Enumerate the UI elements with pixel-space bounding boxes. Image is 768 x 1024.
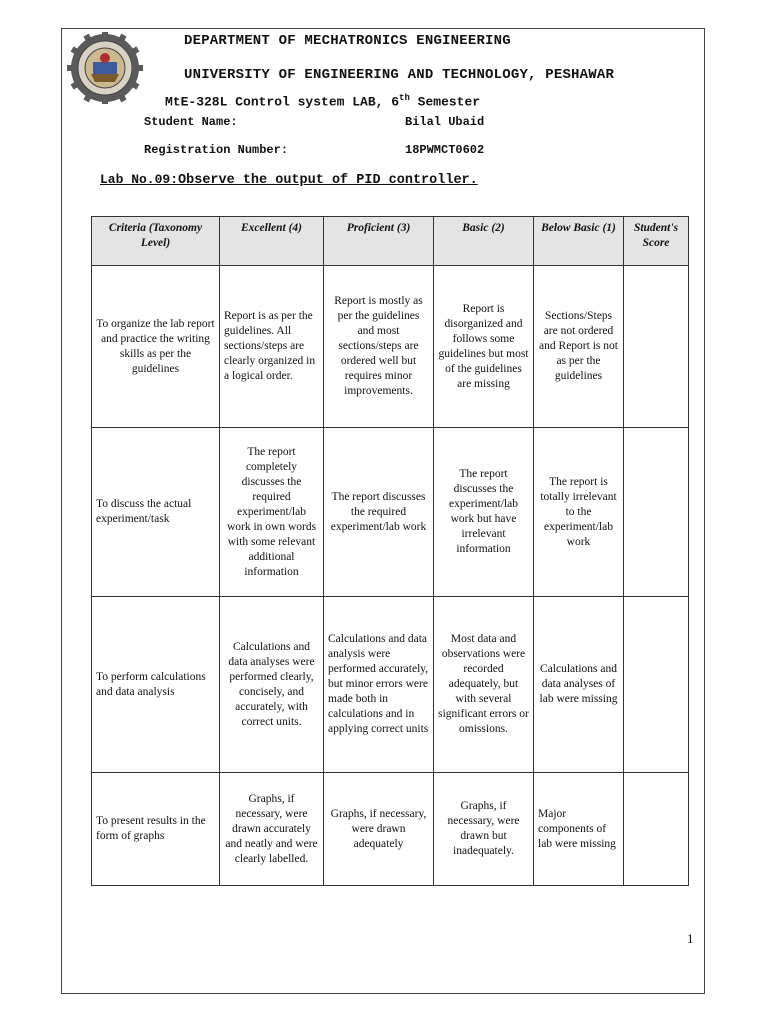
below-basic-cell: Major components of lab were missing	[534, 773, 624, 886]
header-excellent: Excellent (4)	[220, 217, 324, 266]
student-name-label: Student Name:	[144, 115, 238, 129]
rubric-row	[92, 597, 689, 773]
criteria-cell: To discuss the actual experiment/task	[92, 428, 220, 597]
basic-cell: Most data and observations were recorded adequately, but with several significant errors or omissions.	[434, 597, 534, 773]
department-title: DEPARTMENT OF MECHATRONICS ENGINEERING	[184, 33, 511, 49]
excellent-cell: Report is as per the guidelines. All sections/steps are clearly organized in a logical order.	[220, 266, 324, 428]
course-title: MtE-328L Control system LAB, 6th Semester	[165, 93, 481, 110]
criteria-cell: To present results in the form of graphs	[92, 773, 220, 886]
rubric-row	[92, 773, 689, 886]
excellent-cell: Graphs, if necessary, were drawn accurately and neatly and were clearly labelled.	[220, 773, 324, 886]
rubric-table	[91, 216, 689, 886]
proficient-cell: Graphs, if necessary, were drawn adequately	[324, 773, 434, 886]
criteria-cell: To perform calculations and data analysis	[92, 597, 220, 773]
page-number: 1	[687, 931, 694, 946]
excellent-cell: The report completely discusses the required experiment/lab work in own words with some relevant additional information	[220, 428, 324, 597]
below-basic-cell: The report is totally irrelevant to the experiment/lab work	[534, 428, 624, 597]
header-below-basic: Below Basic (1)	[534, 217, 624, 266]
registration-value: 18PWMCT0602	[405, 143, 485, 157]
student-score-cell[interactable]	[624, 597, 689, 773]
rubric-row	[92, 428, 689, 597]
basic-cell: Graphs, if necessary, were drawn but inadequately.	[434, 773, 534, 886]
lab-topic: Observe the output of PID controller.	[178, 173, 478, 188]
basic-cell: The report discusses the experiment/lab work but have irrelevant information	[434, 428, 534, 597]
proficient-cell: Report is mostly as per the guidelines and most sections/steps are ordered well but requires minor improvements.	[324, 266, 434, 428]
header-student-score: Student's Score	[624, 217, 689, 266]
proficient-cell: The report discusses the required experiment/lab work	[324, 428, 434, 597]
proficient-cell: Calculations and data analysis were performed accurately, but minor errors were made both in calculations and in applying correct units	[324, 597, 434, 773]
rubric-header-row	[92, 217, 689, 266]
basic-cell: Report is disorganized and follows some guidelines but most of the guidelines are missing	[434, 266, 534, 428]
student-score-cell[interactable]	[624, 428, 689, 597]
criteria-cell: To organize the lab report and practice the writing skills as per the guidelines	[92, 266, 220, 428]
header-criteria: Criteria (Taxonomy Level)	[92, 217, 220, 266]
rubric-row	[92, 266, 689, 428]
below-basic-cell: Calculations and data analyses of lab were missing	[534, 597, 624, 773]
student-score-cell[interactable]	[624, 266, 689, 428]
registration-label: Registration Number:	[144, 143, 289, 157]
header-basic: Basic (2)	[434, 217, 534, 266]
student-name-value: Bilal Ubaid	[405, 115, 485, 129]
university-seal-logo	[64, 32, 146, 104]
excellent-cell: Calculations and data analyses were performed clearly, concisely, and accurately, with correct units.	[220, 597, 324, 773]
student-score-cell[interactable]	[624, 773, 689, 886]
below-basic-cell: Sections/Steps are not ordered and Report is not as per the guidelines	[534, 266, 624, 428]
lab-number: Lab No.09:	[100, 172, 179, 187]
university-title: UNIVERSITY OF ENGINEERING AND TECHNOLOGY, PESHAWAR	[184, 67, 615, 83]
lab-title	[100, 172, 478, 188]
header-proficient: Proficient (3)	[324, 217, 434, 266]
